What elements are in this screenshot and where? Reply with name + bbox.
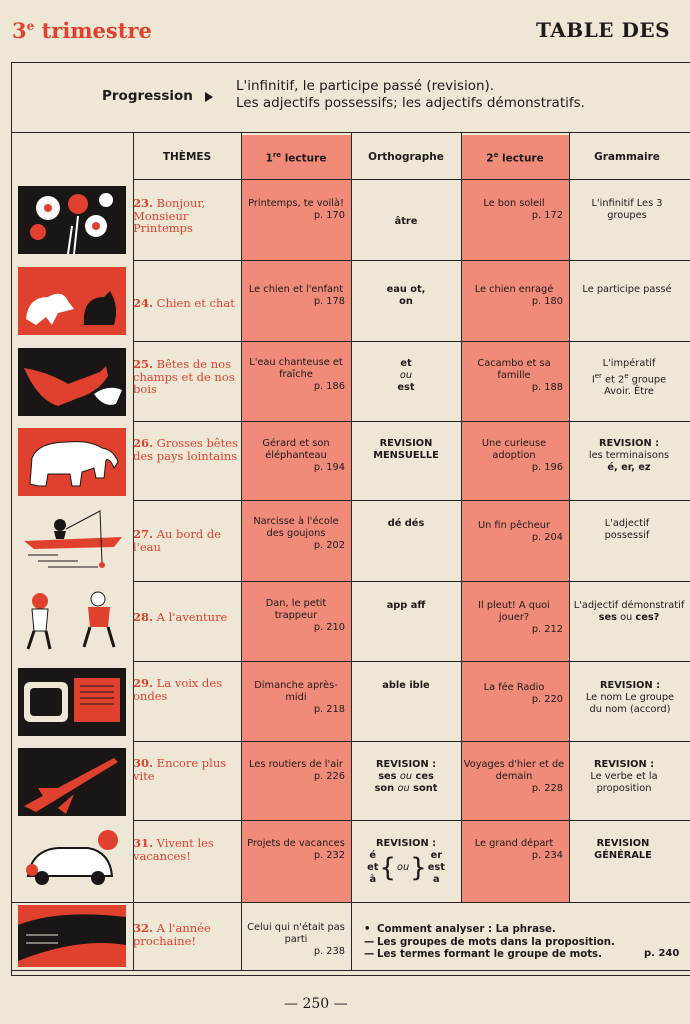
table-title: TABLE DES xyxy=(536,18,671,42)
list-item: • Comment analyser : La phrase. xyxy=(364,924,556,935)
divider xyxy=(11,970,690,971)
radio-tv-illustration xyxy=(18,668,126,736)
theme-31: 31. Vivent les vacances! xyxy=(133,836,214,863)
elephant-illustration xyxy=(18,428,126,496)
lecture1-32: Celui qui n'était pas parti p. 238 xyxy=(247,922,345,957)
orth-29: able ible xyxy=(382,680,430,691)
theme-26: 26. Grosses bêtes des pays lointains xyxy=(133,436,238,463)
lecture1-23: Printemps, te voilà! p. 170 xyxy=(248,198,345,221)
lecture1-24: Le chien et l'enfant p. 178 xyxy=(248,284,345,307)
final-items xyxy=(364,924,615,962)
progression-label: Progression xyxy=(102,88,193,104)
dog-cat-illustration xyxy=(18,267,126,335)
list-item: — Les groupes de mots dans la proposition. xyxy=(364,936,615,948)
col-head-orthographe: Orthographe xyxy=(368,151,444,163)
brace-icon: } xyxy=(410,853,427,883)
page-number: — 250 — xyxy=(284,996,348,1012)
fishing-boat-illustration xyxy=(18,507,126,575)
lecture2-23: Le bon soleil p. 172 xyxy=(483,198,563,221)
theme-30: 30. Encore plus vite xyxy=(133,756,227,783)
lecture2-24: Le chien enragé p. 180 xyxy=(474,284,563,307)
col-head-lecture1: 1re lecture xyxy=(265,151,327,165)
theme-24: 24. Chien et chat xyxy=(133,296,235,310)
lecture2-30: Voyages d'hier et de demain p. 228 xyxy=(463,759,565,794)
theme-32: 32. A l'année prochaine! xyxy=(133,921,211,948)
adventurers-illustration xyxy=(18,587,126,655)
lecture2-31: Le grand départ p. 234 xyxy=(474,838,563,861)
divider xyxy=(241,132,242,970)
vacation-car-illustration xyxy=(18,826,126,894)
divider xyxy=(133,341,690,342)
lecture2-25: Cacambo et sa famille p. 188 xyxy=(477,358,563,393)
divider xyxy=(351,132,352,970)
gram-27: L'adjectif possessif xyxy=(604,518,650,541)
lecture2-29: La fée Radio p. 220 xyxy=(483,682,563,705)
divider xyxy=(133,421,690,422)
col-head-grammaire: Grammaire xyxy=(594,151,660,163)
progression-text: L'infinitif, le participe passé (revision). Les adjectifs possessifs; les adjectifs démonstratifs. xyxy=(236,78,585,111)
arrow-right-icon xyxy=(205,92,213,102)
divider xyxy=(133,179,690,180)
gram-29: REVISION : Le nom Le groupe du nom (accord) xyxy=(585,680,675,715)
divider xyxy=(133,500,690,501)
theme-27: 27. Au bord de l'eau xyxy=(133,527,222,554)
gram-30: REVISION : Le verbe et la proposition xyxy=(590,759,658,794)
col-head-lecture2: 2e lecture xyxy=(486,151,544,165)
lecture1-30: Les routiers de l'air p. 226 xyxy=(249,759,345,782)
lecture2-26: Une curieuse adoption p. 196 xyxy=(481,438,563,473)
divider xyxy=(133,581,690,582)
lecture1-31: Projets de vacances p. 232 xyxy=(247,838,345,861)
theme-28: 28. A l'aventure xyxy=(133,610,228,624)
theme-29: 29. La voix des ondes xyxy=(133,676,223,703)
orth-25: et ou est xyxy=(397,358,415,393)
gram-28: L'adjectif démonstratif ses ou ces? xyxy=(573,600,685,623)
train-illustration xyxy=(18,905,126,967)
gram-23: L'infinitif Les 3 groupes xyxy=(591,198,663,221)
rocket-illustration xyxy=(18,748,126,816)
lecture1-25: L'eau chanteuse et fraîche p. 186 xyxy=(249,357,345,392)
gram-25: L'impératif Ier et 2e groupe Avoir. Être xyxy=(591,358,667,398)
orth-27: dé dés xyxy=(387,518,425,529)
lecture1-29: Dimanche après-midi p. 218 xyxy=(254,680,345,715)
fox-bird-illustration xyxy=(18,348,126,416)
col-head-themes: THÈMES xyxy=(162,151,212,163)
lecture1-28: Dan, le petit trappeur p. 210 xyxy=(265,598,345,633)
brace-icon: { xyxy=(379,853,396,883)
orth-28: app aff xyxy=(386,600,426,611)
list-item: — Les termes formant le groupe de mots. xyxy=(364,949,602,960)
trimester-heading: 3e trimestre xyxy=(12,18,152,43)
flowers-illustration xyxy=(18,186,126,254)
orth-23: âtre xyxy=(394,216,418,227)
gram-26: REVISION : les terminaisons é, er, ez xyxy=(588,438,670,473)
lecture2-27: Un fin pêcheur p. 204 xyxy=(477,520,563,543)
divider xyxy=(461,132,462,902)
divider xyxy=(133,820,690,821)
orth-31: REVISION : é et à { ou } er est a xyxy=(367,838,445,885)
gram-24: Le participe passé xyxy=(582,284,672,295)
divider xyxy=(569,132,570,902)
lecture2-28: Il pleut! A quoi jouer? p. 212 xyxy=(478,600,563,635)
lecture1-26: Gérard et son éléphanteau p. 194 xyxy=(262,438,345,473)
divider xyxy=(133,661,690,662)
theme-23: 23. Bonjour, Monsieur Printemps xyxy=(133,196,206,235)
theme-25: 25. Bêtes de nos champs et de nos bois xyxy=(133,357,235,396)
gram-31: REVISION GÉNÉRALE xyxy=(594,838,652,861)
lecture1-27: Narcisse à l'école des goujons p. 202 xyxy=(253,516,345,551)
page-ref-32: p. 240 xyxy=(644,948,680,959)
divider xyxy=(133,260,690,261)
orth-30: REVISION : ses ou ces son ou sont xyxy=(374,759,438,794)
orth-24: eau ot, on xyxy=(386,284,426,307)
orth-26: REVISION MENSUELLE xyxy=(373,438,439,461)
divider xyxy=(133,741,690,742)
